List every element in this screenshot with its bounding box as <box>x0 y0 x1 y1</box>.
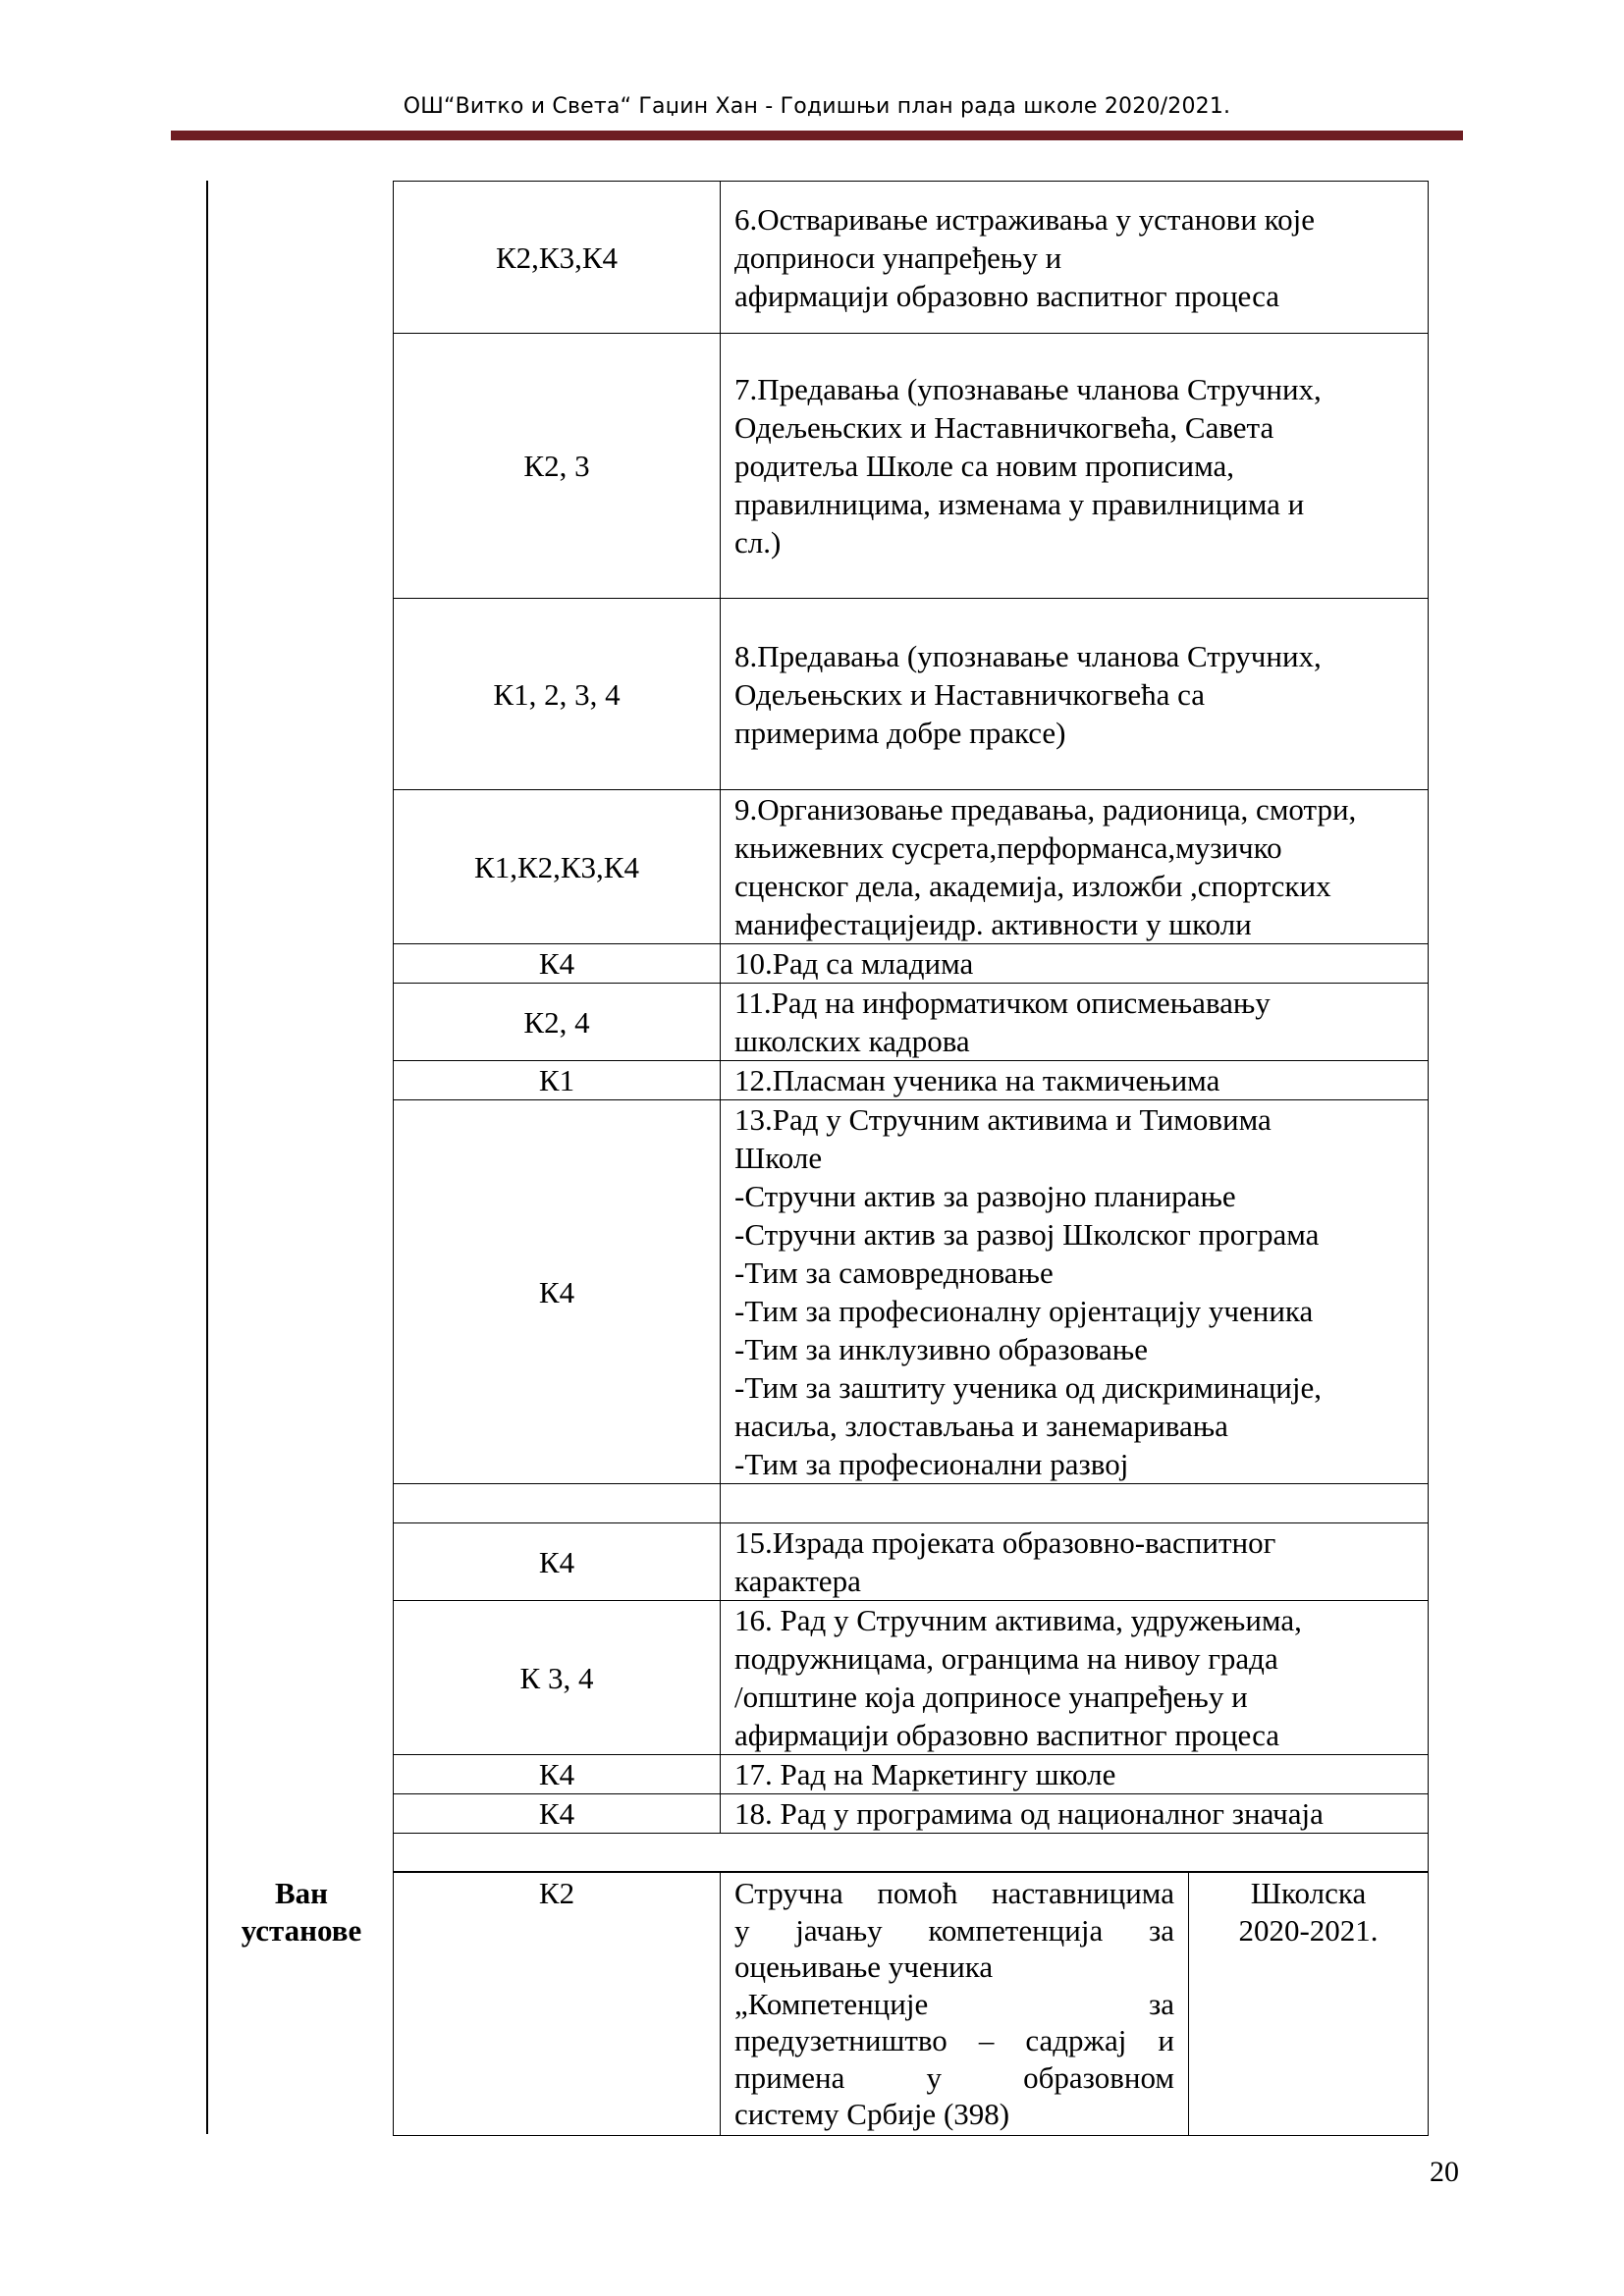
description-word: оцењивање ученика <box>734 1949 994 1984</box>
description-line: 18. Рад у програмима од националног значаја <box>734 1796 1324 1831</box>
description-word: „Компетенције <box>734 1986 929 2021</box>
table-row <box>394 1484 1429 1523</box>
description-line: 9.Организовање предавања, радионица, смотри, <box>734 792 1357 827</box>
description-line: Одељењских и Наставничкогвећа са <box>734 676 1206 712</box>
empty-cell <box>394 1834 1429 1872</box>
description-line: подружницама, огранцима на нивоу града <box>734 1641 1278 1676</box>
description-line: 6.Остваривање истраживања у установи које <box>734 201 1316 237</box>
competence-code: К 3, 4 <box>394 1601 721 1755</box>
outside-institution-table <box>393 1872 1429 2136</box>
activity-description <box>721 790 1429 944</box>
description-line: правилницима, изменама у правилницима и <box>734 487 1305 521</box>
description-line: школских кадрова <box>734 1024 970 1058</box>
competence-code: К1 <box>394 1061 721 1100</box>
description-word: компетенција <box>928 1912 1104 1948</box>
table-row <box>394 182 1429 334</box>
description-line: манифестацијеидр. активности у школи <box>734 907 1252 941</box>
table-row <box>394 334 1429 599</box>
description-word: за <box>1148 1912 1174 1948</box>
description-word: и <box>1158 2023 1174 2057</box>
table-row <box>394 1601 1429 1755</box>
van-label-line1: Ван <box>274 1876 329 1910</box>
empty-row <box>394 1834 1429 1872</box>
competence-code <box>394 1484 721 1523</box>
description-line <box>734 2022 1174 2059</box>
activity-description <box>721 1755 1429 1794</box>
competence-code: К4 <box>394 1523 721 1601</box>
activities-table <box>393 181 1429 1872</box>
competence-code: К2, 4 <box>394 984 721 1061</box>
van-label-line2: установе <box>241 1913 362 1948</box>
table-row <box>394 790 1429 944</box>
description-line: 13.Рад у Стручним активима и Тимовима <box>734 1102 1272 1137</box>
description-line: 7.Предавања (упознавање чланова Стручних, <box>734 372 1322 406</box>
table-row <box>394 599 1429 790</box>
description-line <box>734 1484 1418 1522</box>
description-line: 8.Предавања (упознавање чланова Стручних, <box>734 638 1322 673</box>
description-line: 11.Рад на информатичком описмењавању <box>734 986 1271 1020</box>
activity-description <box>721 1484 1429 1523</box>
table-row <box>394 1755 1429 1794</box>
activity-description <box>721 944 1429 984</box>
description-line: 15.Израда пројеката образовно-васпитног <box>734 1525 1276 1560</box>
description-line: сценског дела, академија, изложби ,спортских <box>734 869 1331 903</box>
header-rule <box>171 131 1463 140</box>
description-line: -Тим за професионални развој <box>734 1447 1129 1481</box>
activity-description <box>721 1601 1429 1755</box>
description-line: -Тим за професионалну орјентацију ученика <box>734 1294 1314 1328</box>
competence-code: К4 <box>394 1100 721 1484</box>
table-row <box>394 1873 1429 2136</box>
van-ustanove-label <box>220 1875 383 1949</box>
activity-description <box>721 984 1429 1061</box>
table-row <box>394 1794 1429 1834</box>
description-line: карактера <box>734 1564 861 1598</box>
description-word: предузетништво <box>734 2023 947 2057</box>
activity-description <box>721 599 1429 790</box>
description-line: примерима добре праксе) <box>734 715 1066 750</box>
competence-code: К1, 2, 3, 4 <box>394 599 721 790</box>
description-line: сл.) <box>734 525 782 560</box>
description-word: за <box>1148 1986 1174 2021</box>
activity-description <box>721 1794 1429 1834</box>
activity-description <box>721 1100 1429 1484</box>
description-word: систему Србије (398) <box>734 2097 1010 2131</box>
competence-code: К1,К2,К3,К4 <box>394 790 721 944</box>
description-word: помоћ <box>877 1876 958 1910</box>
description-word: садржај <box>1025 2023 1127 2057</box>
activity-description <box>721 182 1429 334</box>
description-word: – <box>978 2023 995 2057</box>
description-line <box>734 1986 1174 2023</box>
description-line: родитеља Школе са новим прописима, <box>734 449 1235 483</box>
table-row <box>394 984 1429 1061</box>
description-line: -Тим за инклузивно образовање <box>734 1332 1148 1366</box>
school-year-line2: 2020-2021. <box>1238 1912 1379 1948</box>
description-word: Стручна <box>734 1876 843 1910</box>
description-line <box>734 1912 1174 1949</box>
competence-code: К2,К3,К4 <box>394 182 721 334</box>
table-row <box>394 1523 1429 1601</box>
description-line <box>734 2059 1174 2097</box>
description-line: -Тим за заштиту ученика од дискриминације, <box>734 1370 1322 1405</box>
description-line: афирмацији образовно васпитног процеса <box>734 278 1279 313</box>
description-line: 16. Рад у Стручним активима, удружењима, <box>734 1603 1302 1637</box>
description-line: -Стручни актив за развој Школског програма <box>734 1217 1320 1252</box>
description-line: 12.Пласман ученика на такмичењима <box>734 1063 1220 1097</box>
description-line: 10.Рад са младима <box>734 946 974 981</box>
activity-description <box>721 1523 1429 1601</box>
table-row <box>394 1100 1429 1484</box>
competence-code: К2, 3 <box>394 334 721 599</box>
activity-description <box>721 1873 1189 2136</box>
description-line: насиља, злостављања и занемаривања <box>734 1409 1228 1443</box>
description-line <box>734 1949 1174 1986</box>
page-header: ОШ“Витко и Света“ Гаџин Хан - Годишњи план рада школе 2020/2021. <box>403 94 1231 119</box>
description-line: афирмацији образовно васпитног процеса <box>734 1718 1279 1752</box>
table-row <box>394 1061 1429 1100</box>
description-line: -Тим за самовредновање <box>734 1255 1054 1290</box>
description-line: књижевних сусрета,перформанса,музичко <box>734 830 1282 865</box>
description-word: јачању <box>795 1912 883 1948</box>
left-column-border <box>206 181 208 2134</box>
activity-description <box>721 1061 1429 1100</box>
description-word: образовном <box>1023 2059 1174 2095</box>
description-line <box>734 1875 1174 1912</box>
competence-code: К2 <box>394 1873 721 2136</box>
description-line: Одељењских и Наставничкогвећа, Савета <box>734 410 1274 445</box>
activity-description <box>721 334 1429 599</box>
table-row <box>394 944 1429 984</box>
description-word: примена <box>734 2059 845 2095</box>
description-word: у <box>926 2059 943 2095</box>
description-line <box>734 2096 1174 2133</box>
description-line: -Стручни актив за развојно планирање <box>734 1179 1236 1213</box>
competence-code: К4 <box>394 1794 721 1834</box>
description-line: доприноси унапређењу и <box>734 240 1062 275</box>
description-line: /општине која доприносе унапређењу и <box>734 1680 1248 1714</box>
page-number: 20 <box>1430 2156 1459 2188</box>
school-year-line1: Школска <box>1250 1876 1367 1910</box>
description-word: у <box>734 1912 750 1948</box>
description-line: Школе <box>734 1141 823 1175</box>
competence-code: К4 <box>394 944 721 984</box>
school-year-cell <box>1189 1873 1429 2136</box>
competence-code: К4 <box>394 1755 721 1794</box>
description-line: 17. Рад на Маркетингу школе <box>734 1757 1116 1791</box>
description-word: наставницима <box>992 1876 1174 1910</box>
